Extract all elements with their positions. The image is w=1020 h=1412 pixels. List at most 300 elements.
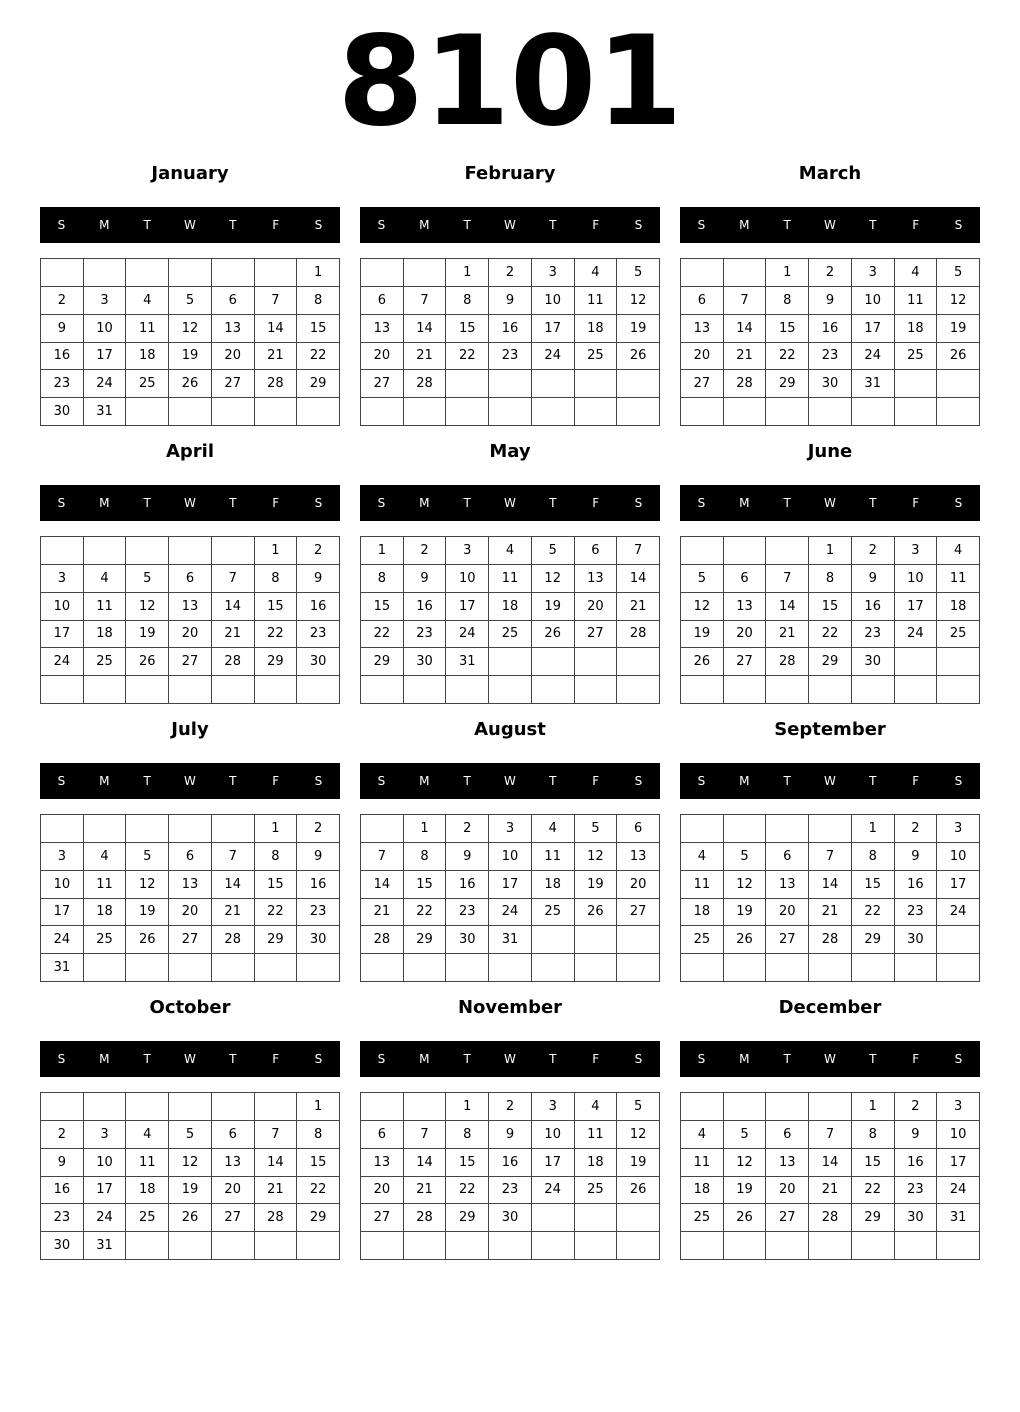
day-cell: 13 xyxy=(361,315,404,343)
day-cell: 16 xyxy=(895,871,938,899)
empty-cell xyxy=(575,1204,618,1232)
day-cell: 18 xyxy=(84,621,127,649)
day-cell: 10 xyxy=(41,593,84,621)
day-cell: 20 xyxy=(766,1177,809,1205)
empty-cell xyxy=(489,370,532,398)
weekday-label: S xyxy=(697,1052,706,1066)
empty-cell xyxy=(617,926,660,954)
weekday-label: S xyxy=(954,1052,963,1066)
day-cell: 2 xyxy=(895,1093,938,1121)
day-cell: 6 xyxy=(169,843,212,871)
day-cell: 28 xyxy=(724,370,767,398)
day-cell: 7 xyxy=(404,287,447,315)
day-cell: 23 xyxy=(852,621,895,649)
weekday-label: S xyxy=(57,496,66,510)
day-cell: 29 xyxy=(446,1204,489,1232)
day-cell: 14 xyxy=(361,871,404,899)
weekday-label: S xyxy=(377,496,386,510)
day-cell: 20 xyxy=(681,343,724,371)
day-cell: 28 xyxy=(212,926,255,954)
empty-cell xyxy=(937,926,980,954)
weekday-label: S xyxy=(377,218,386,232)
empty-cell xyxy=(575,926,618,954)
day-cell: 16 xyxy=(895,1149,938,1177)
weekday-label: S xyxy=(57,774,66,788)
day-cell: 28 xyxy=(212,648,255,676)
weekday-label: T xyxy=(783,496,791,510)
day-cell: 22 xyxy=(852,899,895,927)
day-cell: 14 xyxy=(809,1149,852,1177)
day-cell: 24 xyxy=(852,343,895,371)
empty-cell xyxy=(84,815,127,843)
empty-cell xyxy=(895,648,938,676)
weekday-label: S xyxy=(634,774,643,788)
day-cell: 1 xyxy=(852,1093,895,1121)
month-name: September xyxy=(774,719,886,740)
weekday-label: T xyxy=(143,1052,151,1066)
day-cell: 4 xyxy=(895,259,938,287)
day-cell: 3 xyxy=(852,259,895,287)
day-cell: 21 xyxy=(766,621,809,649)
day-cell: 24 xyxy=(41,648,84,676)
month-name: February xyxy=(464,163,556,184)
empty-cell xyxy=(852,1232,895,1260)
day-cell: 3 xyxy=(41,843,84,871)
empty-cell xyxy=(809,954,852,982)
day-grid xyxy=(680,536,980,704)
day-cell: 4 xyxy=(681,1121,724,1149)
day-cell: 5 xyxy=(724,1121,767,1149)
day-cell: 20 xyxy=(169,621,212,649)
empty-cell xyxy=(724,676,767,704)
weekday-header xyxy=(40,485,340,521)
empty-cell xyxy=(361,1093,404,1121)
empty-cell xyxy=(895,370,938,398)
day-grid xyxy=(360,814,660,982)
day-cell: 3 xyxy=(532,259,575,287)
empty-cell xyxy=(617,1204,660,1232)
day-cell: 15 xyxy=(361,593,404,621)
weekday-label: T xyxy=(783,218,791,232)
day-cell: 27 xyxy=(766,1204,809,1232)
day-cell: 22 xyxy=(255,621,298,649)
weekday-label: T xyxy=(229,774,237,788)
month-name: January xyxy=(151,163,229,184)
empty-cell xyxy=(446,676,489,704)
empty-cell xyxy=(766,954,809,982)
day-cell: 18 xyxy=(681,1177,724,1205)
empty-cell xyxy=(126,259,169,287)
day-cell: 4 xyxy=(489,537,532,565)
day-cell: 23 xyxy=(489,1177,532,1205)
day-cell: 2 xyxy=(446,815,489,843)
day-cell: 6 xyxy=(575,537,618,565)
day-cell: 14 xyxy=(809,871,852,899)
day-cell: 20 xyxy=(212,1177,255,1205)
empty-cell xyxy=(575,1232,618,1260)
day-cell: 9 xyxy=(809,287,852,315)
empty-cell xyxy=(41,676,84,704)
day-cell: 5 xyxy=(937,259,980,287)
day-grid xyxy=(360,536,660,704)
empty-cell xyxy=(617,648,660,676)
day-cell: 7 xyxy=(212,843,255,871)
day-cell: 22 xyxy=(361,621,404,649)
day-cell: 17 xyxy=(852,315,895,343)
day-cell: 17 xyxy=(84,1177,127,1205)
weekday-label: W xyxy=(184,774,196,788)
day-cell: 8 xyxy=(404,843,447,871)
empty-cell xyxy=(766,1232,809,1260)
empty-cell xyxy=(126,676,169,704)
day-cell: 4 xyxy=(532,815,575,843)
empty-cell xyxy=(169,676,212,704)
weekday-label: T xyxy=(463,774,471,788)
day-cell: 17 xyxy=(446,593,489,621)
day-cell: 10 xyxy=(937,843,980,871)
empty-cell xyxy=(681,398,724,426)
empty-cell xyxy=(617,1232,660,1260)
day-cell: 9 xyxy=(489,287,532,315)
weekday-label: S xyxy=(377,1052,386,1066)
day-cell: 18 xyxy=(575,315,618,343)
empty-cell xyxy=(724,259,767,287)
empty-cell xyxy=(724,815,767,843)
day-cell: 6 xyxy=(617,815,660,843)
day-cell: 3 xyxy=(532,1093,575,1121)
empty-cell xyxy=(84,1093,127,1121)
day-cell: 24 xyxy=(489,899,532,927)
empty-cell xyxy=(404,1232,447,1260)
day-cell: 16 xyxy=(41,343,84,371)
empty-cell xyxy=(809,1232,852,1260)
day-cell: 26 xyxy=(724,1204,767,1232)
weekday-label: S xyxy=(697,496,706,510)
day-cell: 1 xyxy=(852,815,895,843)
day-cell: 15 xyxy=(446,1149,489,1177)
day-cell: 5 xyxy=(532,537,575,565)
day-cell: 17 xyxy=(41,899,84,927)
day-cell: 28 xyxy=(809,1204,852,1232)
day-cell: 3 xyxy=(84,287,127,315)
day-cell: 12 xyxy=(617,1121,660,1149)
weekday-label: S xyxy=(314,1052,323,1066)
day-cell: 19 xyxy=(126,621,169,649)
day-cell: 15 xyxy=(852,871,895,899)
day-cell: 5 xyxy=(169,287,212,315)
day-cell: 24 xyxy=(41,926,84,954)
empty-cell xyxy=(361,815,404,843)
month-name: June xyxy=(807,441,853,462)
day-cell: 30 xyxy=(489,1204,532,1232)
day-cell: 23 xyxy=(809,343,852,371)
day-cell: 22 xyxy=(852,1177,895,1205)
day-cell: 29 xyxy=(809,648,852,676)
day-cell: 19 xyxy=(169,1177,212,1205)
day-grid xyxy=(680,258,980,426)
empty-cell xyxy=(212,1093,255,1121)
day-cell: 30 xyxy=(446,926,489,954)
day-cell: 13 xyxy=(617,843,660,871)
day-cell: 12 xyxy=(724,1149,767,1177)
day-cell: 29 xyxy=(297,370,340,398)
empty-cell xyxy=(809,815,852,843)
day-cell: 15 xyxy=(852,1149,895,1177)
day-cell: 25 xyxy=(681,926,724,954)
weekday-label: M xyxy=(99,496,110,510)
weekday-header xyxy=(680,207,980,243)
day-cell: 10 xyxy=(446,565,489,593)
empty-cell xyxy=(766,676,809,704)
weekday-label: T xyxy=(869,218,877,232)
empty-cell xyxy=(724,1093,767,1121)
empty-cell xyxy=(255,676,298,704)
empty-cell xyxy=(937,954,980,982)
empty-cell xyxy=(617,398,660,426)
empty-cell xyxy=(809,1093,852,1121)
weekday-header xyxy=(680,1041,980,1077)
day-cell: 19 xyxy=(724,1177,767,1205)
weekday-label: S xyxy=(57,1052,66,1066)
day-cell: 18 xyxy=(681,899,724,927)
empty-cell xyxy=(446,398,489,426)
empty-cell xyxy=(84,676,127,704)
day-cell: 11 xyxy=(84,871,127,899)
day-cell: 22 xyxy=(809,621,852,649)
weekday-label: W xyxy=(824,218,836,232)
empty-cell xyxy=(937,1232,980,1260)
day-cell: 1 xyxy=(297,1093,340,1121)
empty-cell xyxy=(575,398,618,426)
weekday-label: F xyxy=(592,496,600,510)
day-cell: 12 xyxy=(126,593,169,621)
day-cell: 22 xyxy=(297,343,340,371)
day-cell: 11 xyxy=(681,871,724,899)
day-cell: 21 xyxy=(212,899,255,927)
day-cell: 11 xyxy=(126,315,169,343)
day-cell: 16 xyxy=(446,871,489,899)
empty-cell xyxy=(681,537,724,565)
empty-cell xyxy=(532,954,575,982)
day-cell: 14 xyxy=(404,1149,447,1177)
day-cell: 1 xyxy=(446,1093,489,1121)
day-cell: 31 xyxy=(852,370,895,398)
empty-cell xyxy=(937,398,980,426)
day-cell: 20 xyxy=(766,899,809,927)
day-cell: 27 xyxy=(361,1204,404,1232)
weekday-label: W xyxy=(824,496,836,510)
empty-cell xyxy=(446,370,489,398)
empty-cell xyxy=(937,676,980,704)
weekday-label: T xyxy=(463,218,471,232)
day-cell: 6 xyxy=(766,1121,809,1149)
day-cell: 1 xyxy=(255,537,298,565)
day-cell: 23 xyxy=(404,621,447,649)
empty-cell xyxy=(212,537,255,565)
day-cell: 12 xyxy=(126,871,169,899)
day-cell: 5 xyxy=(681,565,724,593)
empty-cell xyxy=(724,537,767,565)
weekday-label: T xyxy=(549,496,557,510)
weekday-header xyxy=(680,763,980,799)
day-cell: 18 xyxy=(575,1149,618,1177)
day-cell: 5 xyxy=(126,565,169,593)
day-cell: 13 xyxy=(724,593,767,621)
day-cell: 22 xyxy=(297,1177,340,1205)
empty-cell xyxy=(446,1232,489,1260)
day-cell: 22 xyxy=(446,343,489,371)
day-cell: 24 xyxy=(84,1204,127,1232)
empty-cell xyxy=(126,398,169,426)
day-cell: 28 xyxy=(361,926,404,954)
weekday-label: M xyxy=(739,218,750,232)
empty-cell xyxy=(404,954,447,982)
day-cell: 2 xyxy=(852,537,895,565)
empty-cell xyxy=(126,537,169,565)
day-cell: 25 xyxy=(937,621,980,649)
day-cell: 1 xyxy=(446,259,489,287)
empty-cell xyxy=(681,1093,724,1121)
weekday-label: F xyxy=(272,1052,280,1066)
day-cell: 18 xyxy=(489,593,532,621)
day-cell: 5 xyxy=(575,815,618,843)
day-cell: 4 xyxy=(681,843,724,871)
empty-cell xyxy=(212,676,255,704)
day-cell: 19 xyxy=(681,621,724,649)
day-cell: 6 xyxy=(361,1121,404,1149)
day-cell: 15 xyxy=(446,315,489,343)
day-cell: 5 xyxy=(617,259,660,287)
day-cell: 13 xyxy=(681,315,724,343)
empty-cell xyxy=(361,259,404,287)
day-cell: 25 xyxy=(84,926,127,954)
day-cell: 26 xyxy=(617,343,660,371)
empty-cell xyxy=(255,1232,298,1260)
day-cell: 26 xyxy=(126,648,169,676)
day-cell: 9 xyxy=(404,565,447,593)
day-grid xyxy=(40,258,340,426)
weekday-label: M xyxy=(419,1052,430,1066)
day-cell: 15 xyxy=(255,593,298,621)
weekday-header xyxy=(360,1041,660,1077)
day-cell: 26 xyxy=(169,370,212,398)
weekday-label: F xyxy=(272,218,280,232)
empty-cell xyxy=(532,648,575,676)
weekday-header xyxy=(40,1041,340,1077)
day-cell: 12 xyxy=(575,843,618,871)
day-cell: 28 xyxy=(255,1204,298,1232)
day-cell: 17 xyxy=(41,621,84,649)
day-cell: 17 xyxy=(489,871,532,899)
day-cell: 2 xyxy=(297,537,340,565)
day-cell: 28 xyxy=(404,370,447,398)
day-cell: 28 xyxy=(809,926,852,954)
day-cell: 21 xyxy=(809,1177,852,1205)
day-cell: 3 xyxy=(41,565,84,593)
day-cell: 7 xyxy=(404,1121,447,1149)
weekday-header xyxy=(360,763,660,799)
day-cell: 16 xyxy=(297,593,340,621)
empty-cell xyxy=(404,398,447,426)
day-cell: 15 xyxy=(404,871,447,899)
empty-cell xyxy=(532,398,575,426)
weekday-label: T xyxy=(783,774,791,788)
day-cell: 1 xyxy=(809,537,852,565)
day-cell: 13 xyxy=(169,871,212,899)
day-grid xyxy=(360,1092,660,1260)
day-cell: 3 xyxy=(489,815,532,843)
day-cell: 12 xyxy=(937,287,980,315)
empty-cell xyxy=(766,537,809,565)
weekday-label: F xyxy=(912,774,920,788)
weekday-label: W xyxy=(504,218,516,232)
empty-cell xyxy=(489,954,532,982)
empty-cell xyxy=(361,954,404,982)
day-cell: 16 xyxy=(489,1149,532,1177)
empty-cell xyxy=(766,1093,809,1121)
weekday-label: T xyxy=(783,1052,791,1066)
day-cell: 9 xyxy=(446,843,489,871)
empty-cell xyxy=(169,954,212,982)
day-cell: 22 xyxy=(766,343,809,371)
day-cell: 23 xyxy=(41,1204,84,1232)
day-cell: 24 xyxy=(937,899,980,927)
weekday-label: S xyxy=(634,1052,643,1066)
day-cell: 1 xyxy=(361,537,404,565)
day-cell: 28 xyxy=(404,1204,447,1232)
empty-cell xyxy=(126,815,169,843)
day-grid xyxy=(360,258,660,426)
day-cell: 15 xyxy=(297,1149,340,1177)
day-cell: 7 xyxy=(361,843,404,871)
empty-cell xyxy=(489,398,532,426)
day-cell: 11 xyxy=(126,1149,169,1177)
day-cell: 21 xyxy=(255,1177,298,1205)
day-cell: 28 xyxy=(617,621,660,649)
day-cell: 7 xyxy=(617,537,660,565)
day-cell: 18 xyxy=(84,899,127,927)
day-cell: 13 xyxy=(361,1149,404,1177)
day-cell: 14 xyxy=(255,1149,298,1177)
weekday-label: M xyxy=(739,774,750,788)
day-cell: 11 xyxy=(681,1149,724,1177)
day-cell: 31 xyxy=(489,926,532,954)
empty-cell xyxy=(404,1093,447,1121)
day-cell: 17 xyxy=(937,1149,980,1177)
day-cell: 31 xyxy=(446,648,489,676)
day-cell: 23 xyxy=(297,899,340,927)
empty-cell xyxy=(575,676,618,704)
day-cell: 4 xyxy=(126,287,169,315)
day-cell: 30 xyxy=(895,1204,938,1232)
day-cell: 18 xyxy=(532,871,575,899)
empty-cell xyxy=(84,537,127,565)
weekday-label: T xyxy=(229,218,237,232)
day-cell: 23 xyxy=(895,899,938,927)
day-cell: 4 xyxy=(126,1121,169,1149)
day-cell: 2 xyxy=(489,259,532,287)
day-cell: 11 xyxy=(575,1121,618,1149)
day-cell: 12 xyxy=(617,287,660,315)
day-cell: 30 xyxy=(404,648,447,676)
weekday-label: S xyxy=(954,774,963,788)
day-cell: 12 xyxy=(681,593,724,621)
weekday-header xyxy=(40,207,340,243)
day-cell: 25 xyxy=(126,370,169,398)
day-cell: 10 xyxy=(852,287,895,315)
day-cell: 28 xyxy=(255,370,298,398)
day-cell: 25 xyxy=(681,1204,724,1232)
